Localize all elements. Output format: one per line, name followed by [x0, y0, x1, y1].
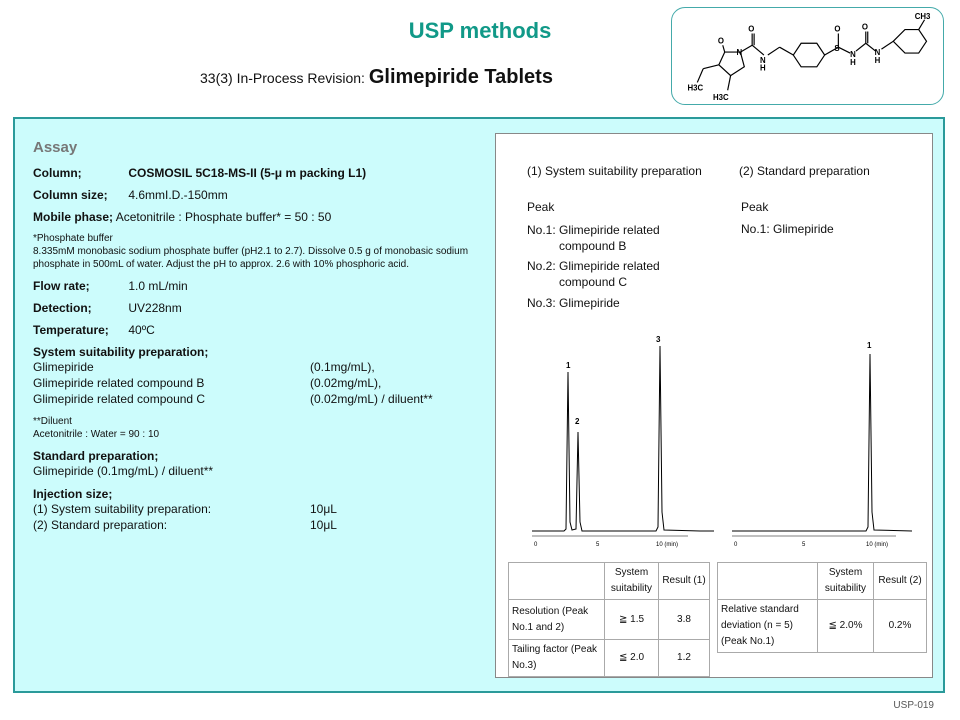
atom-n-sulfonyl: N: [850, 49, 856, 59]
injection-item-name: (1) System suitability preparation:: [33, 502, 212, 516]
assay-conditions: [33, 139, 488, 533]
ssp-item-name: Glimepiride: [33, 360, 94, 374]
buffer-note-text: 8.335mM monobasic sodium phosphate buffer (pH2.1 to 2.7). Dissolve 0.5 g of monobasic sodium phosphate in 500mL of water. Adjust the pH to approx. 2.6 with 10% phosphoric acid.: [33, 246, 469, 270]
methyl-top: CH3: [914, 11, 931, 21]
ssp-item-value: (0.02mg/mL),: [310, 376, 382, 390]
std-peak-1: No.1: Glimepiride: [741, 222, 834, 236]
table-row: [509, 563, 710, 600]
table-cell: 3.8: [659, 600, 710, 640]
mobile-phase-row: [33, 210, 488, 224]
table-header: Result (1): [659, 563, 710, 600]
temperature-value: 40ºC: [128, 323, 155, 337]
table-cell: ≦ 2.0%: [818, 600, 874, 653]
ssp-results-table: [508, 562, 710, 677]
atom-h-amide: H: [759, 63, 766, 73]
assay-panel: [13, 117, 945, 693]
detection-value: UV228nm: [128, 301, 182, 315]
table-cell: 0.2%: [874, 600, 927, 653]
atom-n-urea: N: [874, 48, 881, 58]
std-tick-5: 5: [802, 542, 806, 548]
std-peak-num-1: 1: [867, 341, 872, 350]
diluent-text: Acetonitrile : Water = 90 : 10: [33, 429, 160, 440]
ssp-item-name: Glimepiride related compound B: [33, 376, 205, 390]
table-cell: Tailing factor (Peak No.3): [509, 640, 605, 677]
ssp-peak-heading: Peak: [527, 200, 555, 214]
flow-rate-row: [33, 279, 488, 293]
table-row: [509, 640, 710, 677]
subtitle-prefix: 33(3) In-Process Revision:: [200, 70, 369, 86]
table-cell: ≦ 2.0: [605, 640, 659, 677]
std-tick-0: 0: [734, 542, 738, 548]
ssp-chromatogram-title: (1) System suitability preparation: [527, 164, 702, 178]
page-footer: USP-019: [893, 700, 934, 711]
ssp-trace: [532, 346, 714, 531]
table-header: System suitability: [605, 563, 659, 600]
std-peak-heading: Peak: [741, 200, 769, 214]
ssp-peak-line: compound C: [559, 275, 628, 289]
atom-o-urea: O: [861, 22, 868, 32]
flow-rate-label: Flow rate;: [33, 279, 90, 293]
injection-item-name: (2) Standard preparation:: [33, 518, 168, 532]
std-chromatogram: [726, 322, 926, 550]
column-size-label: Column size;: [33, 188, 108, 202]
methyl-bottom: H3C: [712, 93, 729, 103]
injection-label: Injection size;: [33, 487, 113, 501]
column-row: [33, 166, 488, 180]
atom-o-ring: O: [717, 36, 724, 46]
methyl-left: H3C: [687, 83, 704, 93]
ssp-item-value: (0.1mg/mL),: [310, 360, 375, 374]
structure-drawing: [672, 8, 943, 104]
std-value: Glimepiride (0.1mg/mL) / diluent**: [33, 464, 214, 478]
ssp-item-name: Glimepiride related compound C: [33, 392, 206, 406]
atom-n-amide: N: [759, 55, 766, 65]
mobile-phase-label: Mobile phase;: [33, 210, 114, 224]
ssp-peak-line: No.2: Glimepiride related: [527, 259, 660, 273]
ssp-list: [33, 359, 488, 407]
column-label: Column;: [33, 166, 82, 180]
ssp-tick-0: 0: [534, 542, 538, 548]
ssp-tick-10: 10 (min): [656, 542, 679, 548]
ssp-item-value: (0.02mg/mL) / diluent**: [310, 392, 433, 406]
table-cell: Resolution (Peak No.1 and 2): [509, 600, 605, 640]
std-tick-10: 10 (min): [866, 542, 889, 548]
std-results-table: [717, 562, 927, 653]
table-row: [718, 600, 927, 653]
table-header: System suitability: [818, 563, 874, 600]
assay-heading: Assay: [33, 139, 78, 156]
ssp-peak-num-1: 1: [566, 361, 571, 370]
detection-label: Detection;: [33, 301, 92, 315]
column-size-value: 4.6mmI.D.-150mm: [128, 188, 228, 202]
atom-o-sulfonyl: O: [834, 24, 841, 34]
table-cell: Relative standard deviation (n = 5)(Peak No.1): [718, 600, 818, 653]
temperature-label: Temperature;: [33, 323, 109, 337]
atom-s: S: [834, 44, 840, 54]
std-trace: [732, 354, 912, 531]
chemical-structure: [671, 7, 944, 105]
diluent-title: **Diluent: [33, 416, 72, 427]
ssp-peak-1: [527, 222, 660, 254]
ssp-tick-5: 5: [596, 542, 600, 548]
ssp-label: System suitability preparation;: [33, 345, 209, 359]
ssp-peak-num-2: 2: [575, 417, 580, 426]
std-label: Standard preparation;: [33, 449, 159, 463]
column-size-row: [33, 188, 488, 202]
ssp-peak-line: No.1: Glimepiride related: [527, 223, 660, 237]
ssp-chromatogram: [528, 322, 718, 550]
injection-item-value: 10μL: [310, 502, 337, 516]
atom-h-sulfonyl: H: [850, 57, 856, 67]
buffer-note-title: *Phosphate buffer: [33, 233, 113, 244]
std-chromatogram-title: (2) Standard preparation: [739, 164, 870, 178]
table-cell: ≧ 1.5: [605, 600, 659, 640]
subtitle-name: Glimepiride Tablets: [368, 66, 553, 88]
flow-rate-value: 1.0 mL/min: [128, 279, 188, 293]
table-row: [718, 563, 927, 600]
ssp-peak-line: compound B: [559, 239, 627, 253]
table-header: Result (2): [874, 563, 927, 600]
mobile-phase-value: Acetonitrile : Phosphate buffer* = 50 : 50: [115, 210, 332, 224]
column-value: COSMOSIL 5C18-MS-II (5-μ m packing L1): [128, 166, 367, 180]
atom-h-urea: H: [874, 55, 881, 65]
ssp-peak-num-3: 3: [656, 335, 661, 344]
table-cell: 1.2: [659, 640, 710, 677]
page-subtitle: [200, 66, 660, 89]
page-title: USP methods: [408, 18, 552, 43]
atom-o-amide: O: [748, 24, 755, 34]
table-row: [509, 600, 710, 640]
injection-item-value: 10μL: [310, 518, 337, 532]
injection-list: [33, 501, 488, 533]
temperature-row: [33, 323, 488, 337]
results-box: [495, 133, 933, 678]
atom-n-ring: N: [736, 48, 743, 58]
ssp-peak-2: [527, 258, 660, 290]
detection-row: [33, 301, 488, 315]
ssp-peak-3: No.3: Glimepiride: [527, 296, 620, 310]
